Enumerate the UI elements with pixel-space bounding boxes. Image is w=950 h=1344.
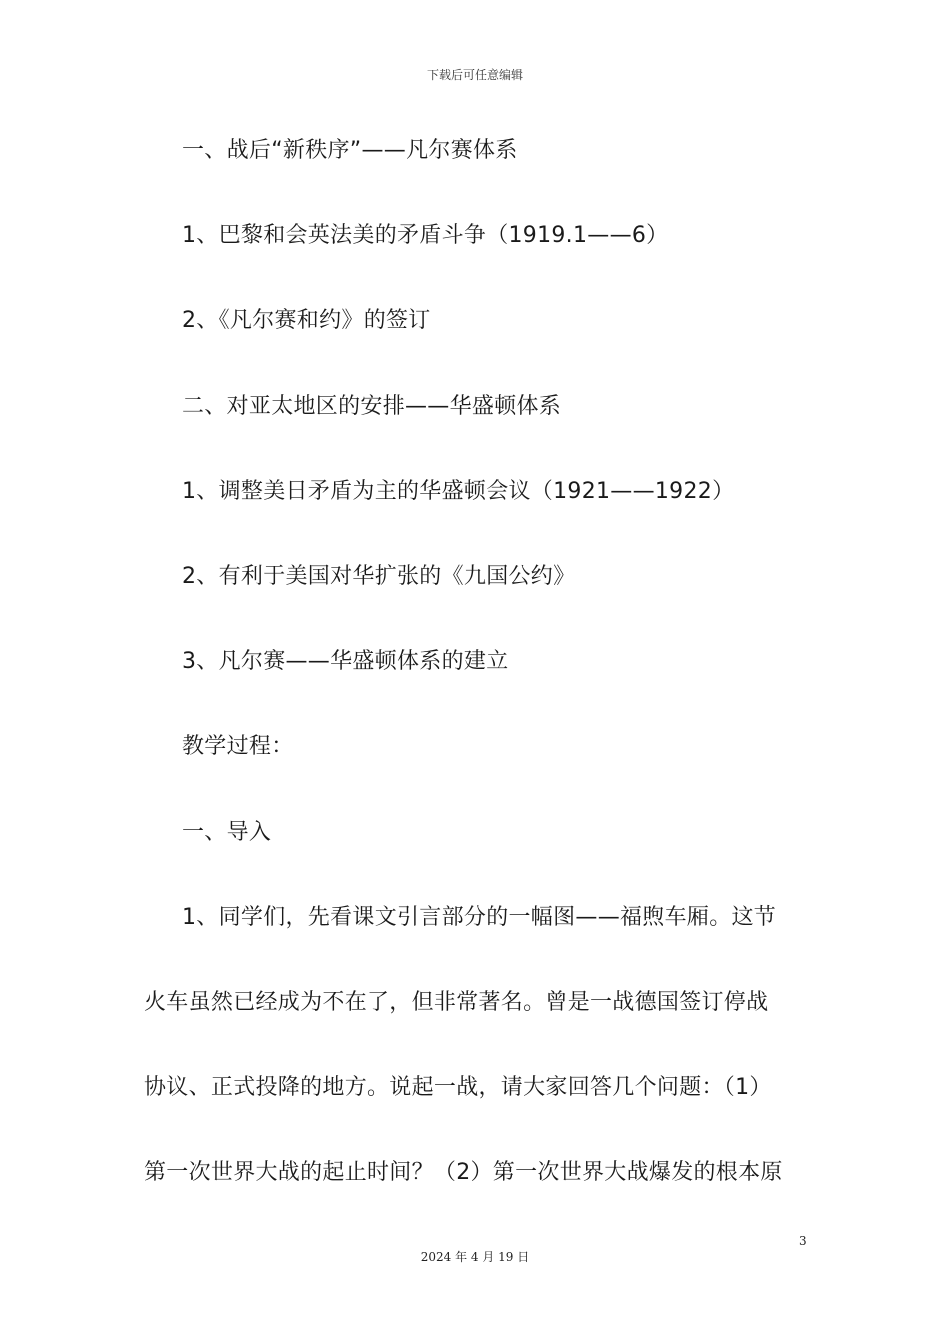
paragraph-line: 1、同学们，先看课文引言部分的一幅图——福煦车厢。这节: [182, 905, 777, 930]
outline-item: 2、《凡尔赛和约》的签订: [182, 308, 431, 333]
outline-item: 1、调整美日矛盾为主的华盛顿会议（1921——1922）: [182, 479, 735, 504]
paragraph-line: 火车虽然已经成为不在了，但非常著名。曾是一战德国签订停战: [144, 990, 769, 1015]
page-number: 3: [799, 1234, 807, 1248]
paragraph-line: 第一次世界大战的起止时间？（2）第一次世界大战爆发的根本原: [144, 1160, 783, 1185]
paragraph-line: 协议、正式投降的地方。说起一战，请大家回答几个问题：（1）: [144, 1075, 772, 1100]
page-header: 下载后可任意编辑: [426, 68, 523, 82]
section-heading-2: 二、对亚太地区的安排——华盛顿体系: [182, 394, 562, 419]
teaching-process-heading: 教学过程：: [182, 734, 294, 759]
introduction-heading: 一、导入: [182, 820, 272, 845]
outline-item: 3、凡尔赛——华盛顿体系的建立: [182, 649, 509, 674]
outline-item: 2、有利于美国对华扩张的《九国公约》: [182, 564, 576, 589]
outline-item: 1、巴黎和会英法美的矛盾斗争（1919.1——6）: [182, 223, 669, 248]
footer-date: 2024 年 4 月 19 日: [420, 1250, 530, 1264]
section-heading-1: 一、战后“新秩序”——凡尔赛体系: [182, 138, 518, 163]
